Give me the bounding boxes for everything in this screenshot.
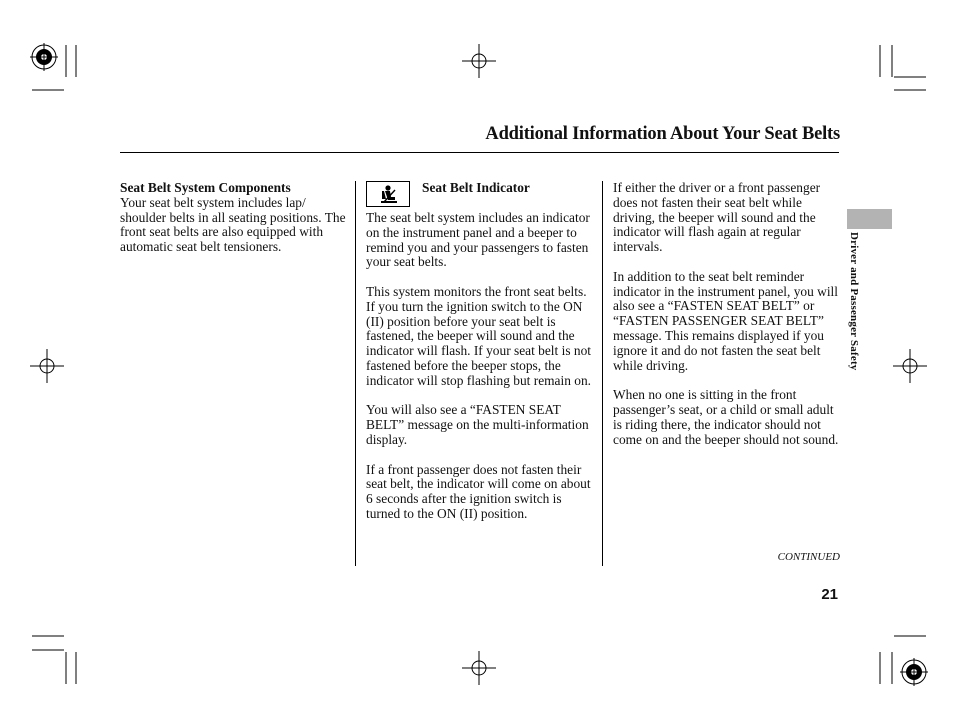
- column-divider: [355, 181, 356, 566]
- paragraph: You will also see a “FASTEN SEAT BELT” message on the multi-information display.: [366, 402, 589, 447]
- paragraph: The seat belt system includes an indicator on the instrument panel and a beeper to remind you and your passengers to fasten your seat belts.: [366, 210, 590, 270]
- section-tab-text: Driver and Passenger Safety: [848, 232, 860, 371]
- column-beeper-info: [613, 181, 843, 462]
- column-divider: [602, 181, 603, 566]
- paragraph: This system monitors the front seat belts. If you turn the ignition switch to the ON (II) position before your seat belt is fastened, the beeper will sound and the indicator will flash. If your seat belt is not fastened before the beeper stops, the indicator will stop flashing but remain on.: [366, 283, 591, 388]
- section-heading: Seat Belt Indicator: [422, 180, 530, 195]
- section-heading: Seat Belt System Components: [120, 180, 291, 195]
- paragraph: When no one is sitting in the front passenger’s seat, or a child or small adult is riding there, the indicator should not come on and the beeper should not sound.: [613, 387, 839, 447]
- paragraph: If either the driver or a front passenger does not fasten their seat belt while driving, the beeper will sound and the indicator will flash again at regular intervals.: [613, 180, 821, 255]
- continued-label: CONTINUED: [777, 551, 840, 563]
- paragraph: In addition to the seat belt reminder indicator in the instrument panel, you will also see a “FASTEN SEAT BELT” or “FASTEN PASSENGER SEAT BELT” message. This remains displayed if you ignore it and do not fasten the seat belt while driving.: [613, 268, 838, 373]
- section-tab: [847, 209, 892, 229]
- column-seat-belt-indicator: [366, 211, 594, 537]
- paragraph: If a front passenger does not fasten their seat belt, the indicator will come on about 6 seconds after the ignition switch is turned to the ON (II) position.: [366, 461, 591, 521]
- section-tab-label: [846, 232, 862, 392]
- title-rule: [120, 152, 839, 153]
- paragraph: Your seat belt system includes lap/ shoulder belts in all seating positions. The front seat belts are also equipped with automatic seat belt tensioners.: [120, 194, 346, 255]
- page-title: Additional Information About Your Seat Belts: [485, 124, 840, 144]
- page-number: 21: [821, 586, 838, 603]
- seat-belt-reminder-icon: [366, 181, 410, 207]
- column-seat-belt-components: [120, 181, 350, 270]
